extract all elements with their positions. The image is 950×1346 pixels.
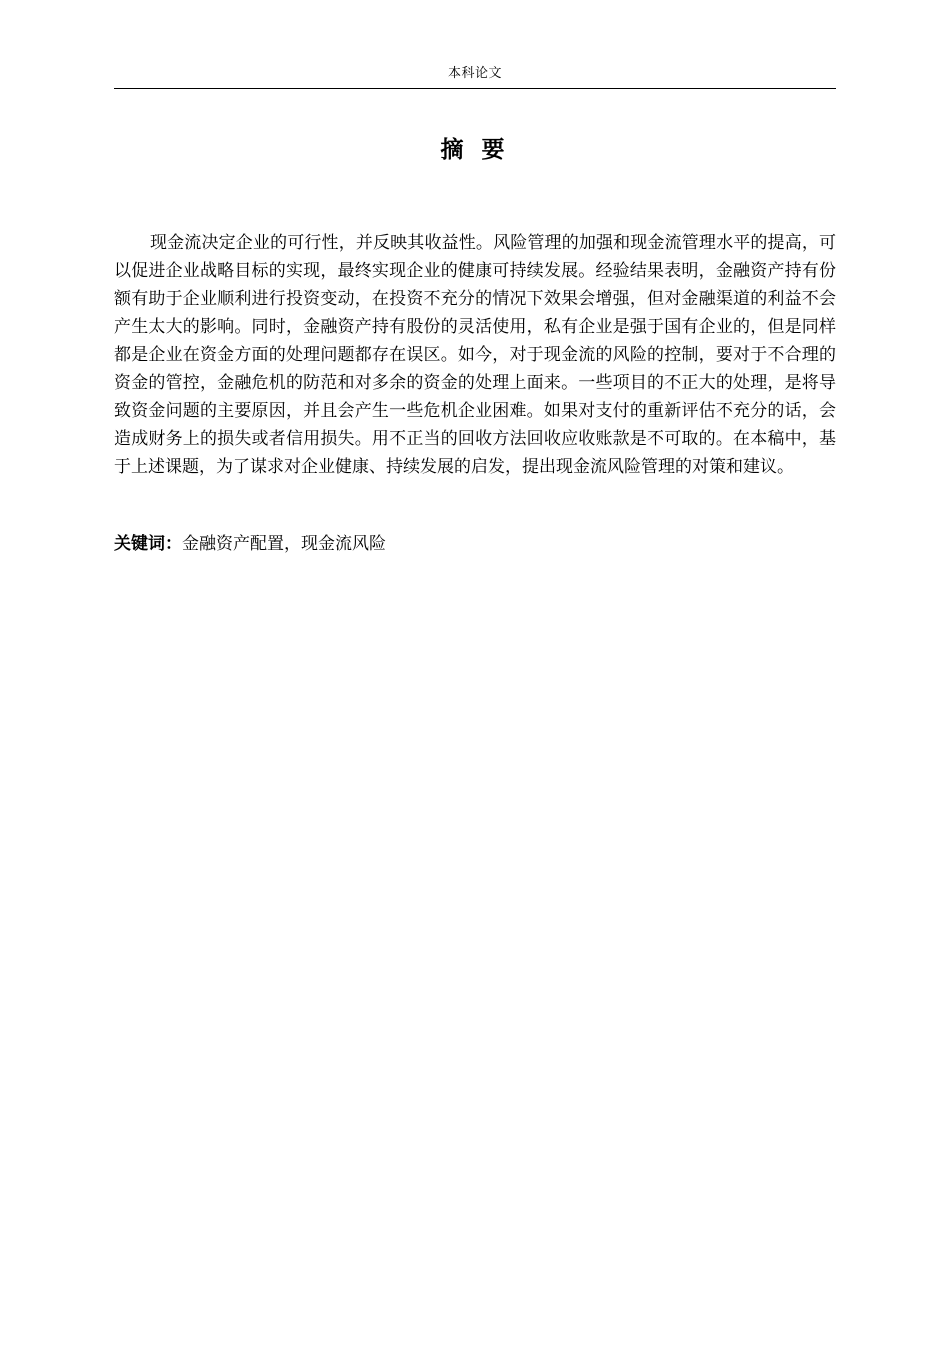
keywords-line bbox=[114, 530, 836, 558]
page-header bbox=[114, 62, 836, 89]
abstract-title: 摘 要 bbox=[440, 137, 510, 163]
keywords-value: 金融资产配置，现金流风险 bbox=[182, 534, 386, 554]
keywords-label: 关键词： bbox=[114, 534, 182, 554]
abstract-body: 现金流决定企业的可行性，并反映其收益性。风险管理的加强和现金流管理水平的提高，可以促进企业战略目标的实现，最终实现企业的健康可持续发展。经验结果表明，金融资产持有份额有助于企业顺利进行投资变动，在投资不充分的情况下效果会增强，但对金融渠道的利益不会产生太大的影响。同时，金融资产持有股份的灵活使用，私有企业是强于国有企业的，但是同样都是企业在资金方面的处理问题都存在误区。如今，对于现金流的风险的控制，要对于不合理的资金的管控，金融危机的防范和对多余的资金的处理上面来。一些项目的不正大的处理，是将导致资金问题的主要原因，并且会产生一些危机企业困难。如果对支付的重新评估不充分的话，会造成财务上的损失或者信用损失。用不正当的回收方法回收应收账款是不可取的。在本稿中，基于上述课题，为了谋求对企业健康、持续发展的启发，提出现金流风险管理的对策和建议。 bbox=[114, 233, 836, 477]
header-text: 本科论文 bbox=[447, 66, 502, 81]
